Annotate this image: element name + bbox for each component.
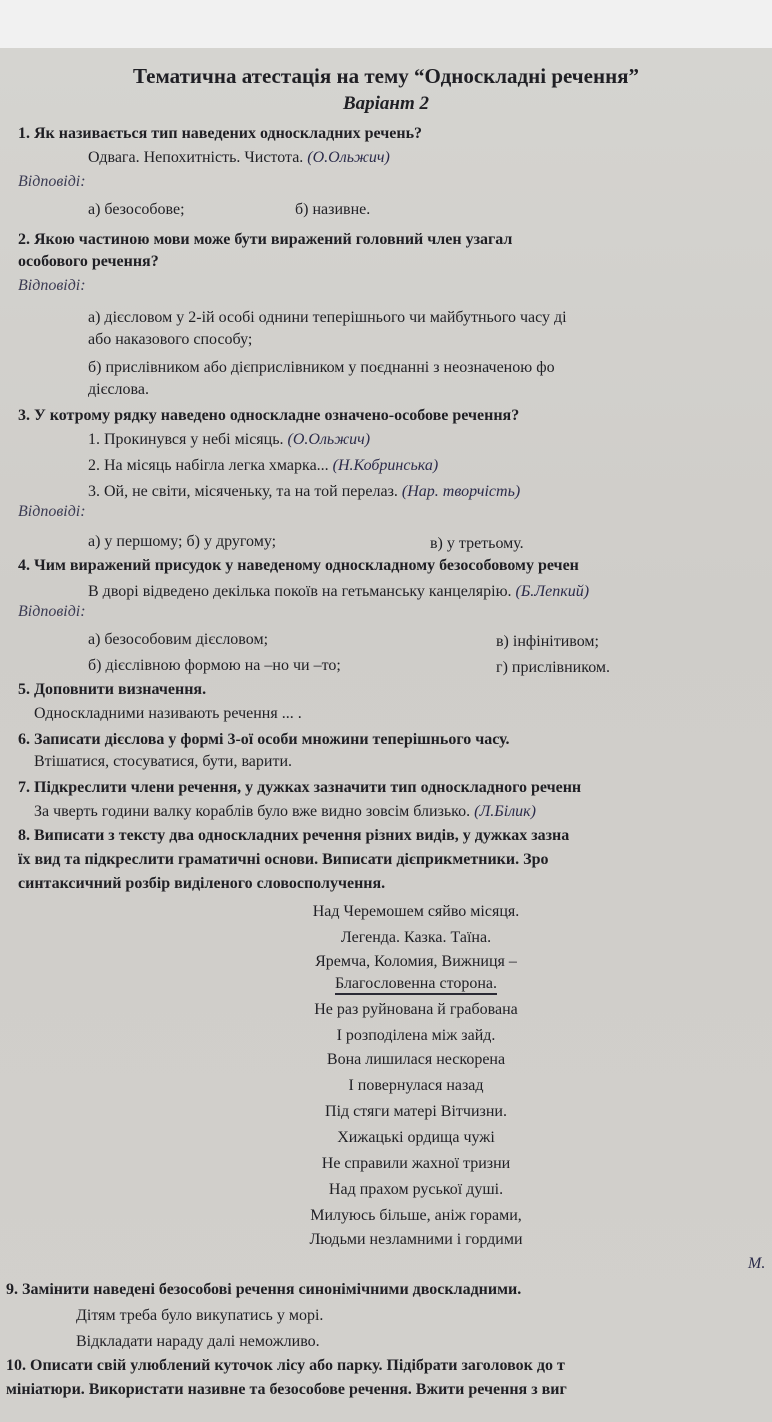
- q7-text: [34, 802, 536, 822]
- q3-options-ab: а) у першому; б) у другому;: [88, 533, 277, 550]
- poem-line: Милуюсь більше, аніж горами,: [310, 1207, 522, 1224]
- question-6: 6. Записати дієслова у формі 3-ої особи множини теперішнього часу.: [18, 731, 510, 748]
- question-5: 5. Доповнити визначення.: [18, 681, 207, 698]
- page-title: Тематична атестація на тему “Односкладні речення”: [132, 64, 640, 88]
- question-8-line-2: їх вид та підкреслити граматичні основи. Виписати дієприкметники. Зро: [18, 851, 549, 868]
- q4-example: [88, 582, 589, 602]
- q3-sentence-1: [88, 430, 370, 450]
- q2-option-b-line-2: дієслова.: [88, 381, 149, 398]
- poem-line: Легенда. Казка. Таїна.: [340, 929, 492, 946]
- q9-sentence-2: Відкладати нараду далі неможливо.: [76, 1333, 320, 1350]
- poem-line-highlighted: [0, 974, 772, 994]
- answers-label-2: Відповіді:: [18, 277, 86, 294]
- q3-sentence-2-author: (Н.Кобринська): [332, 457, 439, 474]
- q3-sentence-2-text: 2. На місяць набігла легка хмарка...: [88, 457, 329, 474]
- q3-sentence-1-author: (О.Ольжич): [287, 431, 371, 448]
- question-3: 3. У котрому рядку наведено односкладне означено-особове речення?: [18, 407, 520, 424]
- poem-line: І повернулася назад: [348, 1077, 484, 1094]
- poem-author: М.: [748, 1255, 766, 1272]
- q1-option-b: б) називне.: [295, 201, 371, 218]
- q2-option-a-line-2: або наказового способу;: [88, 331, 253, 348]
- poem-line: Вона лишилася нескорена: [326, 1051, 506, 1068]
- q1-example-author: (О.Ольжич): [307, 149, 390, 166]
- poem-line: Не справили жахної тризни: [321, 1155, 511, 1172]
- q3-sentence-2: [88, 456, 438, 476]
- answers-label-1: Відповіді:: [18, 173, 86, 190]
- poem-line: Під стяги матері Вітчизни.: [325, 1103, 507, 1120]
- question-4: 4. Чим виражений присудок у наведеному односкладному безособовому речен: [18, 557, 579, 574]
- poem-line: Над прахом руської душі.: [328, 1181, 504, 1198]
- answers-label-4: Відповіді:: [18, 603, 86, 620]
- q3-sentence-3-text: 3. Ой, не світи, місяченьку, та на той перелаз.: [88, 483, 398, 500]
- q4-option-b: б) дієслівною формою на –но чи –то;: [88, 657, 341, 674]
- q3-sentence-1-text: 1. Прокинувся у небі місяць.: [88, 431, 284, 448]
- q1-example: [88, 148, 390, 168]
- question-8-line-1: 8. Виписати з тексту два односкладних речення різних видів, у дужках зазна: [18, 827, 570, 844]
- question-9: 9. Замінити наведені безособові речення синонімічними двоскладними.: [6, 1281, 522, 1298]
- q3-sentence-3: [88, 482, 520, 502]
- q2-option-b-line-1: б) прислівником або дієприслівником у поєднанні з неозначеною фо: [88, 359, 555, 376]
- question-1: 1. Як називається тип наведених односкладних речень?: [18, 125, 423, 142]
- q4-option-d: г) прислівником.: [496, 659, 611, 676]
- q6-text: Втішатися, стосуватися, бути, варити.: [34, 753, 292, 770]
- poem-line: Хижацькі ордища чужі: [337, 1129, 495, 1146]
- q2-option-a-line-1: а) дієсловом у 2-ій особі однини теперішнього чи майбутнього часу ді: [88, 309, 567, 326]
- poem-line: Людьми незламними і гордими: [309, 1231, 523, 1248]
- question-7: 7. Підкреслити члени речення, у дужках зазначити тип односкладного реченн: [18, 779, 582, 796]
- document-page: [0, 48, 772, 1422]
- question-10-line-1: 10. Описати свій улюблений куточок лісу або парку. Підібрати заголовок до т: [6, 1357, 565, 1374]
- q7-text-body: За чверть години валку кораблів було вже видно зовсім близько.: [34, 803, 471, 820]
- q1-example-text: Одвага. Непохитність. Чистота.: [88, 149, 304, 166]
- answers-label-3: Відповіді:: [18, 503, 86, 520]
- q7-text-author: (Л.Білик): [474, 803, 536, 820]
- poem-line: Яремча, Коломия, Вижниця –: [315, 953, 517, 970]
- q4-option-a: а) безособовим дієсловом;: [88, 631, 269, 648]
- q9-sentence-1: Дітям треба було викупатись у морі.: [76, 1307, 324, 1324]
- question-2-line-2: особового речення?: [18, 253, 159, 270]
- q4-example-author: (Б.Лепкий): [515, 583, 590, 600]
- question-10-line-2: мініатюри. Використати називне та безособове речення. Вжити речення з виг: [6, 1381, 567, 1398]
- q4-option-c: в) інфінітивом;: [496, 633, 599, 650]
- question-2-line-1: 2. Якою частиною мови може бути виражений головний член узагал: [18, 231, 513, 248]
- highlighted-phrase: Благословенна сторона.: [335, 975, 497, 995]
- poem-line: Над Черемошем сяйво місяця.: [312, 903, 520, 920]
- q3-sentence-3-author: (Нар. творчість): [401, 483, 521, 500]
- variant-heading: Варіант 2: [342, 93, 430, 114]
- q1-option-a: а) безособове;: [88, 201, 185, 218]
- poem-line: Не раз руйнована й грабована: [314, 1001, 518, 1018]
- poem-line: І розподілена між зайд.: [336, 1027, 496, 1044]
- q4-example-text: В дворі відведено декілька покоїв на гетьманську канцелярію.: [88, 583, 512, 600]
- question-8-line-3: синтаксичний розбір виділеного словосполучення.: [18, 875, 386, 892]
- q3-option-c: в) у третьому.: [430, 535, 524, 552]
- q5-text: Односкладними називають речення ... .: [34, 705, 302, 722]
